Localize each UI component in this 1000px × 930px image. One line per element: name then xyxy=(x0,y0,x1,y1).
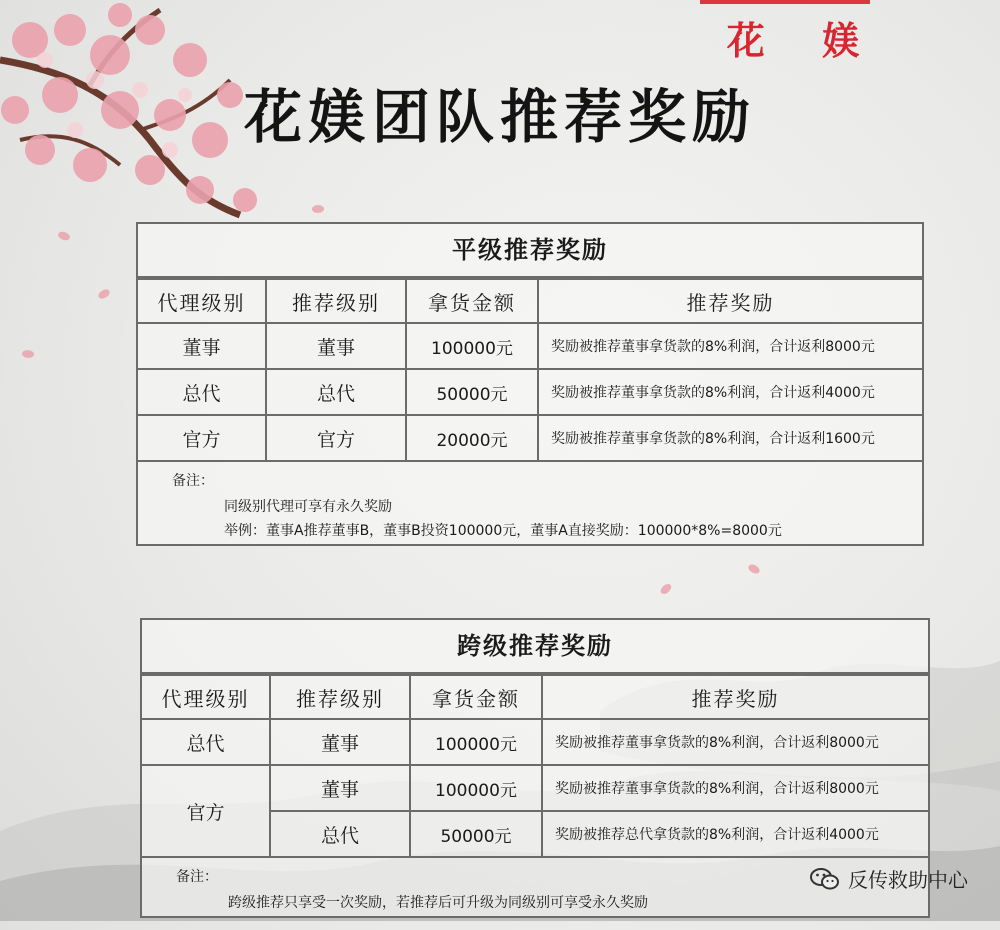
header-agent-level: 代理级别 xyxy=(138,279,266,323)
table-row xyxy=(138,415,922,461)
note-line: 同级别代理可享有永久奖励 xyxy=(224,499,392,515)
note-line: 跨级推荐只享受一次奖励，若推荐后可升级为同级别可享受永久奖励 xyxy=(228,895,648,911)
agent-level-cell: 董事 xyxy=(138,323,266,369)
referral-level-cell: 总代 xyxy=(266,369,406,415)
amount-cell: 100000元 xyxy=(406,323,538,369)
amount-cell: 50000元 xyxy=(406,369,538,415)
header-agent-level: 代理级别 xyxy=(142,675,270,719)
amount-cell: 50000元 xyxy=(410,811,542,857)
note-label: 备注： xyxy=(172,473,214,489)
note-label: 备注： xyxy=(176,869,218,885)
agent-level-cell: 总代 xyxy=(142,719,270,765)
table-row xyxy=(138,323,922,369)
wechat-icon xyxy=(810,867,840,891)
referral-level-cell: 董事 xyxy=(270,765,410,811)
referral-level-cell: 董事 xyxy=(266,323,406,369)
table-header-row xyxy=(138,279,922,323)
header-referral-level: 推荐级别 xyxy=(270,675,410,719)
header-referral-level: 推荐级别 xyxy=(266,279,406,323)
referral-level-cell: 官方 xyxy=(266,415,406,461)
reward-cell: 奖励被推荐董事拿货款的8%利润，合计返利4000元 xyxy=(538,369,922,415)
reward-cell: 奖励被推荐董事拿货款的8%利润，合计返利8000元 xyxy=(542,765,928,811)
header-purchase-amount: 拿货金额 xyxy=(406,279,538,323)
reward-cell: 奖励被推荐董事拿货款的8%利润，合计返利8000元 xyxy=(538,323,922,369)
reward-cell: 奖励被推荐董事拿货款的8%利润，合计返利1600元 xyxy=(538,415,922,461)
table-header-row xyxy=(142,675,928,719)
page-title: 花媄团队推荐奖励 xyxy=(243,83,756,151)
header-referral-reward: 推荐奖励 xyxy=(542,675,928,719)
petal-decoration xyxy=(21,349,35,360)
watermark-text: 反传救助中心 xyxy=(848,868,968,892)
flat-referral-note xyxy=(138,462,922,548)
amount-cell: 20000元 xyxy=(406,415,538,461)
cross-level-referral-table xyxy=(142,674,928,858)
flat-referral-panel xyxy=(136,222,924,546)
amount-cell: 100000元 xyxy=(410,719,542,765)
flat-referral-title: 平级推荐奖励 xyxy=(138,224,922,278)
watermark xyxy=(810,864,968,893)
petal-decoration xyxy=(747,562,761,576)
cross-level-referral-title: 跨级推荐奖励 xyxy=(142,620,928,674)
reward-cell: 奖励被推荐总代拿货款的8%利润，合计返利4000元 xyxy=(542,811,928,857)
referral-level-cell: 总代 xyxy=(270,811,410,857)
agent-level-cell: 官方 xyxy=(138,415,266,461)
reward-cell: 奖励被推荐董事拿货款的8%利润，合计返利8000元 xyxy=(542,719,928,765)
brand-mark xyxy=(700,0,870,4)
note-line: 举例：董事A推荐董事B，董事B投资100000元，董事A直接奖励：100000*8%=8000元 xyxy=(224,523,782,539)
header-purchase-amount: 拿货金额 xyxy=(410,675,542,719)
agent-level-cell: 官方 xyxy=(142,765,270,857)
table-row xyxy=(138,369,922,415)
brand-logo: 花 媄 xyxy=(726,18,882,63)
amount-cell: 100000元 xyxy=(410,765,542,811)
flat-referral-table xyxy=(138,278,922,462)
table-row xyxy=(142,765,928,811)
agent-level-cell: 总代 xyxy=(138,369,266,415)
table-row xyxy=(142,719,928,765)
header-referral-reward: 推荐奖励 xyxy=(538,279,922,323)
referral-level-cell: 董事 xyxy=(270,719,410,765)
